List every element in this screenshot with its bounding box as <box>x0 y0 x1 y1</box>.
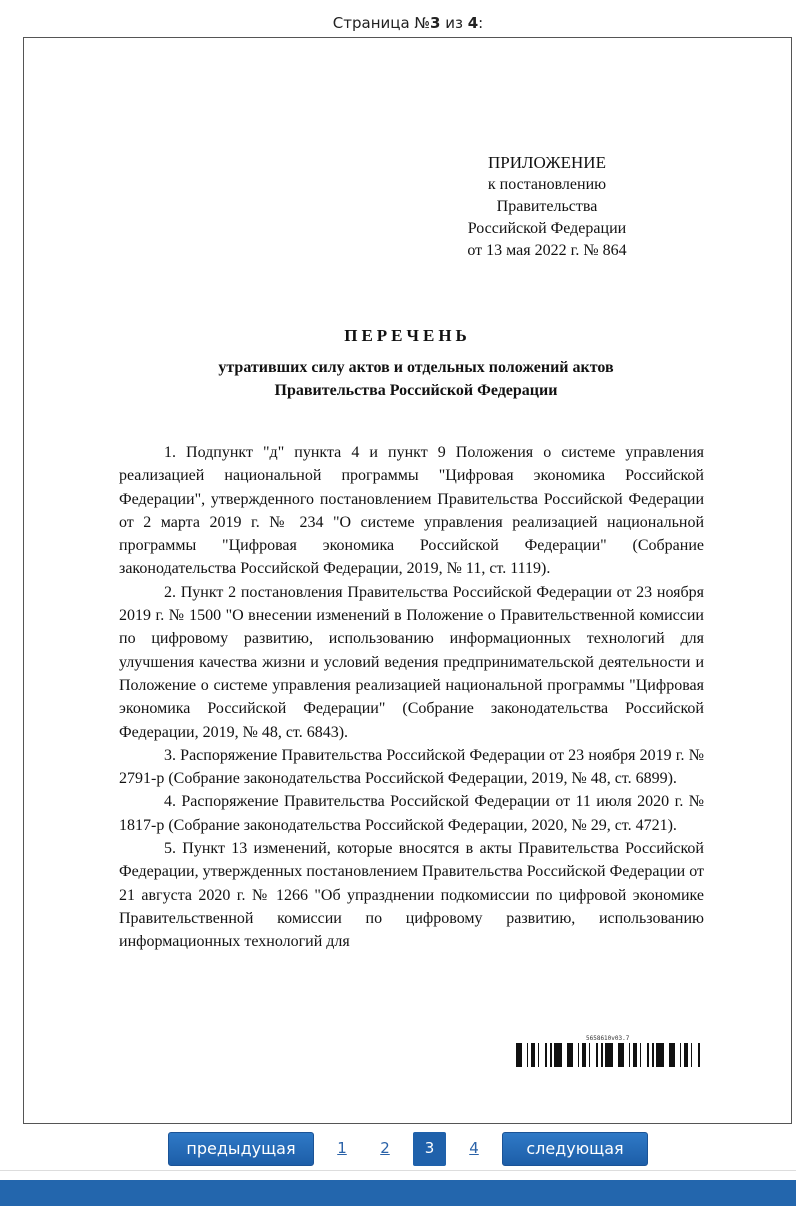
document-page-image <box>23 37 792 1124</box>
barcode-bar <box>557 1043 559 1067</box>
barcode-bar <box>601 1043 603 1067</box>
barcode-bar <box>570 1043 573 1067</box>
barcode-bar <box>550 1043 552 1067</box>
barcode-bar <box>527 1043 528 1067</box>
barcode-bar <box>596 1043 598 1067</box>
barcode-bar <box>608 1043 610 1067</box>
annex-title: ПРИЛОЖЕНИЕ <box>488 153 606 172</box>
paragraph-5: 5. Пункт 13 изменений, которые вносятся в акты Правительства Российской Федерации, утвержденных постановлением Правительства Российской Федерации от 21 августа 2020 г. № 1266 "Об упразднении подкомиссии по цифровой экономике Правительственной комиссии по цифровому развитию, использованию информационных технологий для <box>119 840 704 951</box>
barcode-bar <box>640 1043 641 1067</box>
annex-line-2: Российской Федерации <box>467 220 627 237</box>
barcode-bar <box>698 1043 700 1067</box>
barcode-bar <box>567 1043 570 1067</box>
page-indicator <box>0 14 796 32</box>
barcode-bar <box>545 1043 547 1067</box>
page-indicator-suffix: : <box>478 14 484 32</box>
barcode-bar <box>672 1043 675 1067</box>
barcode-bar <box>636 1043 637 1067</box>
annex-block <box>444 152 650 262</box>
barcode-bar <box>534 1043 535 1067</box>
barcode-bar <box>618 1043 621 1067</box>
barcode <box>516 1035 706 1069</box>
page-indicator-middle: из <box>440 14 468 32</box>
paragraph-3: 3. Распоряжение Правительства Российской Федерации от 23 ноября 2019 г. № 2791-р (Собрание законодательства Российской Федерации, 2019, № 48, ст. 6899). <box>119 746 704 788</box>
barcode-bar <box>680 1043 681 1067</box>
barcode-bar <box>610 1043 613 1067</box>
page-indicator-prefix: Страница № <box>332 14 431 32</box>
barcode-number: 5658610v03.7 <box>586 1035 630 1042</box>
annex-line-1: к постановлению Правительства <box>487 176 607 215</box>
barcode-bar <box>578 1043 579 1067</box>
barcode-bar <box>519 1043 522 1067</box>
footer-bar <box>0 1180 796 1206</box>
page-indicator-total: 4 <box>467 14 479 32</box>
barcode-bar <box>582 1043 585 1067</box>
barcode-bar <box>559 1043 562 1067</box>
pagination <box>0 1132 796 1168</box>
annex-line-3: от 13 мая 2022 г. № 864 <box>467 242 627 259</box>
page-current-3: 3 <box>413 1132 446 1166</box>
barcode-bar <box>589 1043 590 1067</box>
barcode-bar <box>687 1043 688 1067</box>
footer-divider <box>0 1170 796 1171</box>
barcode-bar <box>633 1043 636 1067</box>
barcode-bars <box>516 1043 706 1067</box>
barcode-bar <box>629 1043 630 1067</box>
subtitle-line-1: утративших силу актов и отдельных положений актов <box>218 359 614 376</box>
barcode-bar <box>684 1043 687 1067</box>
barcode-bar <box>585 1043 586 1067</box>
barcode-bar <box>659 1043 661 1067</box>
barcode-bar <box>669 1043 672 1067</box>
page-link-1[interactable]: 1 <box>337 1139 347 1157</box>
barcode-bar <box>661 1043 664 1067</box>
barcode-bar <box>516 1043 519 1067</box>
subtitle-line-2: Правительства Российской Федерации <box>274 382 558 399</box>
document-title: ПЕРЕЧЕНЬ <box>344 326 471 345</box>
next-page-button[interactable]: следующая <box>502 1132 648 1166</box>
document-subtitle <box>144 356 688 402</box>
barcode-bar <box>538 1043 539 1067</box>
barcode-bar <box>621 1043 624 1067</box>
barcode-bar <box>531 1043 534 1067</box>
paragraph-4: 4. Распоряжение Правительства Российской Федерации от 11 июля 2020 г. № 1817-р (Собрание законодательства Российской Федерации, 2020, № 29, ст. 4721). <box>119 793 704 834</box>
barcode-bar <box>647 1043 649 1067</box>
paragraph-1: 1. Подпункт "д" пункта 4 и пункт 9 Положения о системе управления реализацией национальной программы "Цифровая экономика Российской Федерации", утвержденного постановлением Правительства Российской Федерации от 2 марта 2019 г. № 234 "О системе управления реализацией национальной программы "Цифровая экономика Российской Федерации" (Собрание законодательства Российской Федерации, 2019, № 11, ст. 1119). <box>119 444 704 578</box>
barcode-bar <box>652 1043 654 1067</box>
page-link-2[interactable]: 2 <box>380 1139 390 1157</box>
barcode-bar <box>605 1043 608 1067</box>
page-indicator-current: 3 <box>430 14 441 32</box>
barcode-bar <box>554 1043 557 1067</box>
barcode-bar <box>691 1043 692 1067</box>
document-body <box>119 441 704 954</box>
previous-page-button[interactable]: предыдущая <box>168 1132 314 1166</box>
barcode-bar <box>656 1043 659 1067</box>
page-link-4[interactable]: 4 <box>469 1139 479 1157</box>
paragraph-2: 2. Пункт 2 постановления Правительства Российской Федерации от 23 ноября 2019 г. № 1500 "О внесении изменений в Положение о Правительственной комиссии по цифровому развитию, использованию информационных технологий для улучшения качества жизни и условий ведения предпринимательской деятельности и Положение о системе управления реализацией национальной программы "Цифровая экономика Российской Федерации" (Собрание законодательства Российской Федерации, 2019, № 48, ст. 6843). <box>119 583 704 741</box>
